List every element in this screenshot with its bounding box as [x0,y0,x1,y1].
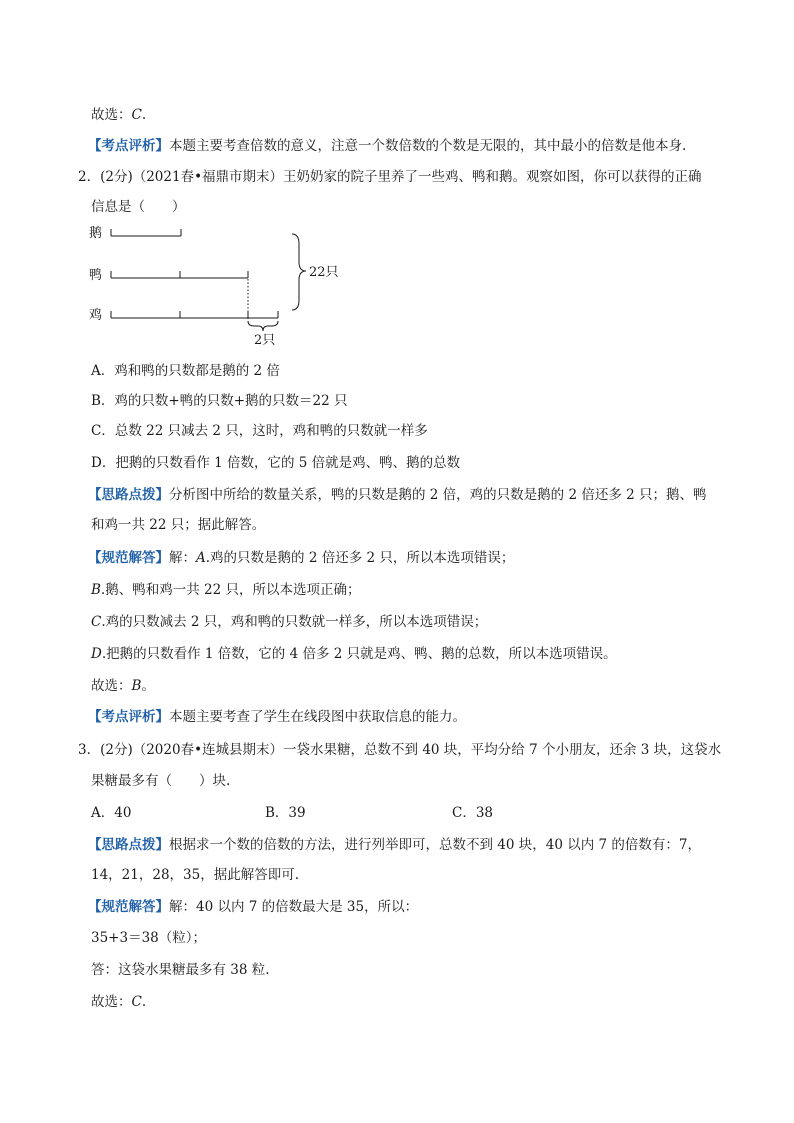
q2-option-a: A．鸡和鸭的只数都是鹅的 2 倍 [91,363,280,379]
q1-review: 【考点评析】本题主要考查倍数的意义，注意一个数倍数的个数是无限的，其中最小的倍数是他本身. [88,138,687,154]
q3-calc: 35+3＝38（粒）； [91,930,207,946]
q3-option-a: A．40 [91,805,132,821]
q1-conclusion: 故选：C. [91,107,147,123]
q3-answer: 答：这袋水果糖最多有 38 粒. [91,962,270,978]
bottom-brace [248,321,278,331]
q3-hint-line2: 14，21，28，35，据此解答即可. [91,867,300,883]
q2-solution-b: B.鹅、鸭和鸡一共 22 只，所以本选项正确； [91,582,361,598]
q3-option-b: B．39 [265,805,306,821]
segment-diagram [86,222,356,356]
q3-stem-line2: 果糖最多有（ ）块. [91,773,231,789]
q2-solution-a: 【规范解答】解：A.鸡的只数是鹅的 2 倍还多 2 只，所以本选项错误； [88,550,515,566]
extra-label: 2只 [254,333,276,348]
solution-tag: 【规范解答】 [88,550,169,566]
solution-tag: 【规范解答】 [88,899,169,915]
q3-conclusion: 故选：C. [91,994,147,1010]
q2-option-d: D．把鹅的只数看作 1 倍数，它的 5 倍就是鸡、鸭、鹅的总数 [91,455,461,471]
q3-hint: 【思路点拨】根据求一个数的倍数的方法，进行列举即可，总数不到 40 块，40 以内 7 的倍数有：7， [88,837,701,853]
q2-solution-c: C.鸡的只数减去 2 只，鸡和鸭的只数就一样多，所以本选项错误； [91,614,488,630]
q3-option-c: C．38 [452,805,494,821]
q2-hint-line2: 和鸡一共 22 只；据此解答。 [91,517,266,533]
q2-review: 【考点评析】本题主要考查了学生在线段图中获取信息的能力。 [88,709,466,725]
hint-tag: 【思路点拨】 [88,837,169,853]
review-tag: 【考点评析】 [88,709,169,725]
q3-stem-line1: 3．(2分)（2020春•连城县期末）一袋水果糖，总数不到 40 块，平均分给 7 个小朋友，还余 3 块，这袋水 [78,742,722,758]
q2-stem-line1: 2．(2分)（2021春•福鼎市期末）王奶奶家的院子里养了一些鸡、鸭和鹅。观察如图，你可以获得的正确 [78,169,702,185]
q3-solution: 【规范解答】解：40 以内 7 的倍数最大是 35，所以： [88,899,419,915]
q2-conclusion: 故选：B。 [91,678,155,694]
label-chicken: 鸡 [89,308,103,323]
chicken-segment [111,311,278,318]
review-tag: 【考点评析】 [88,138,169,154]
goose-segment [111,229,181,236]
q2-option-b: B．鸡的只数+鸭的只数+鹅的只数＝22 只 [91,393,348,409]
q2-option-c: C．总数 22 只减去 2 只，这时，鸡和鸭的只数就一样多 [91,423,428,439]
right-brace [292,234,306,310]
duck-segment [111,271,248,278]
total-label: 22只 [309,265,339,280]
label-goose: 鹅 [89,226,103,241]
q2-solution-d: D.把鹅的只数看作 1 倍数，它的 4 倍多 2 只就是鸡、鸭、鹅的总数，所以本选项错误。 [91,646,617,662]
q2-hint: 【思路点拨】分析图中所给的数量关系，鸭的只数是鹅的 2 倍，鸡的只数是鹅的 2 倍还多 2 只；鹅、鸭 [88,487,707,503]
hint-tag: 【思路点拨】 [88,487,169,503]
label-duck: 鸭 [89,268,103,283]
q2-stem-line2: 信息是（ ） [91,199,186,215]
